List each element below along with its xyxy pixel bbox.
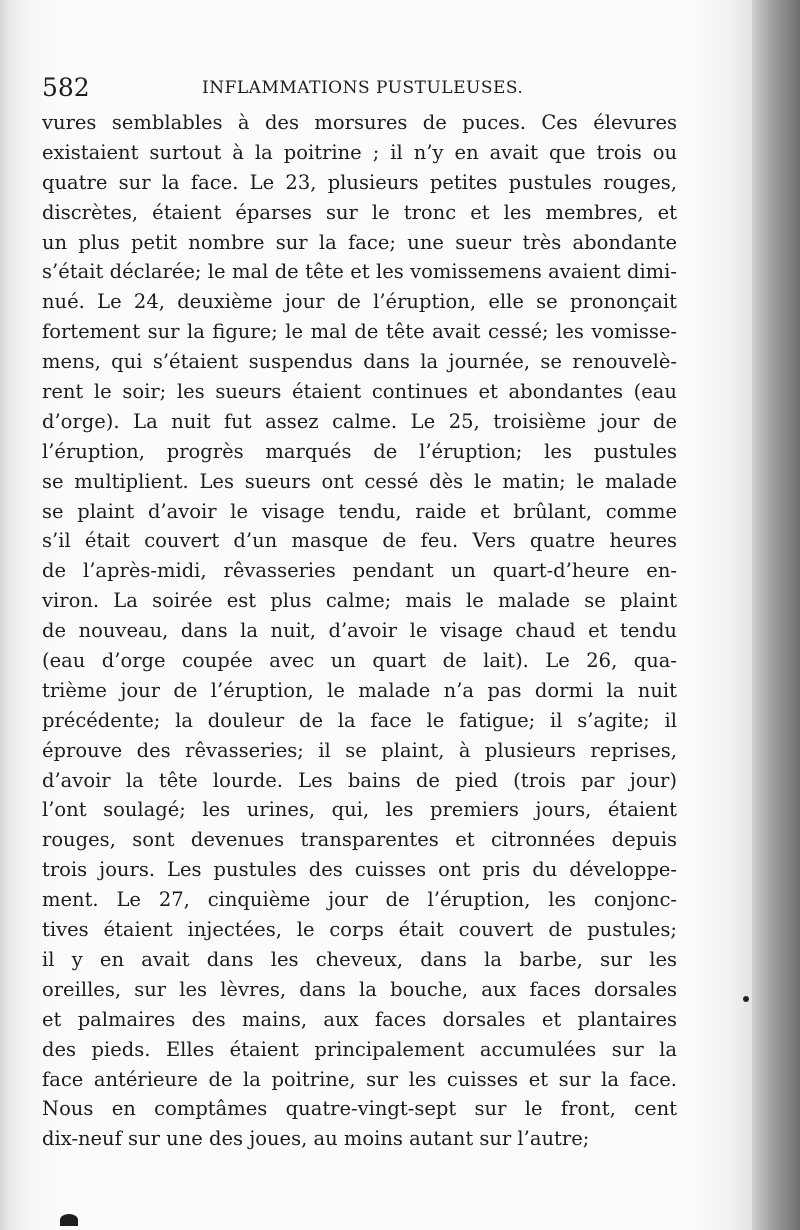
text-line: l’éruption, progrès marqués de l’éruption; les pustules [42, 439, 677, 463]
text-line: s’était déclarée; le mal de tête et les vomissemens avaient dimi- [42, 260, 677, 284]
text-line: viron. La soirée est plus calme; mais le malade se plaint [42, 589, 677, 613]
ink-blot-mark [60, 1214, 78, 1226]
body-text [42, 108, 677, 1154]
text-line: face antérieure de la poitrine, sur les cuisses et sur la face. [42, 1067, 677, 1091]
page-header [42, 70, 682, 106]
text-line: nué. Le 24, deuxième jour de l’éruption, elle se prononçait [42, 290, 677, 314]
text-line: se multiplient. Les sueurs ont cessé dès le matin; le malade [42, 469, 677, 493]
text-line: des pieds. Elles étaient principalement accumulées sur la [42, 1037, 677, 1061]
text-line: tives étaient injectées, le corps était couvert de pustules; [42, 918, 677, 942]
text-line: ment. Le 27, cinquième jour de l’éruption, les conjonc- [42, 888, 677, 912]
text-line: d’orge). La nuit fut assez calme. Le 25, troisième jour de [42, 409, 677, 433]
text-line: il y en avait dans les cheveux, dans la barbe, sur les [42, 947, 677, 971]
text-line: trois jours. Les pustules des cuisses ont pris du développe- [42, 858, 677, 882]
text-line: mens, qui s’étaient suspendus dans la journée, se renouvelè- [42, 350, 677, 374]
text-line: Nous en comptâmes quatre-vingt-sept sur le front, cent [42, 1097, 677, 1121]
text-line: éprouve des rêvasseries; il se plaint, à plusieurs reprises, [42, 738, 677, 762]
text-line: l’ont soulagé; les urines, qui, les premiers jours, étaient [42, 798, 677, 822]
text-line: (eau d’orge coupée avec un quart de lait). Le 26, qua- [42, 649, 677, 673]
text-line: s’il était couvert d’un masque de feu. Vers quatre heures [42, 529, 677, 553]
text-line: fortement sur la figure; le mal de tête avait cessé; les vomisse- [42, 320, 677, 344]
text-line: oreilles, sur les lèvres, dans la bouche, aux faces dorsales [42, 977, 677, 1001]
text-line: dix-neuf sur une des joues, au moins autant sur l’autre; [42, 1127, 590, 1151]
text-line: quatre sur la face. Le 23, plusieurs petites pustules rouges, [42, 170, 677, 194]
text-line: un plus petit nombre sur la face; une sueur très abondante [42, 230, 677, 254]
text-line: trième jour de l’éruption, le malade n’a pas dormi la nuit [42, 678, 677, 702]
text-line: d’avoir la tête lourde. Les bains de pied (trois par jour) [42, 768, 677, 792]
text-line: de l’après-midi, rêvasseries pendant un quart-d’heure en- [42, 559, 677, 583]
text-line: de nouveau, dans la nuit, d’avoir le visage chaud et tendu [42, 619, 677, 643]
page-edge-shadow [752, 0, 800, 1230]
text-line: vures semblables à des morsures de puces. Ces élevures [42, 111, 677, 134]
text-line: rent le soir; les sueurs étaient continues et abondantes (eau [42, 380, 677, 404]
text-line: se plaint d’avoir le visage tendu, raide et brûlant, comme [42, 499, 677, 523]
running-title: INFLAMMATIONS PUSTULEUSES. [202, 78, 524, 98]
text-line: rouges, sont devenues transparentes et citronnées depuis [42, 828, 677, 852]
text-line: discrètes, étaient éparses sur le tronc et les membres, et [42, 200, 677, 224]
text-line: précédente; la douleur de la face le fatigue; il s’agite; il [42, 708, 677, 732]
text-line: et palmaires des mains, aux faces dorsales et plantaires [42, 1007, 677, 1031]
margin-dot-mark [743, 996, 749, 1002]
page-number: 582 [42, 73, 90, 102]
text-line: existaient surtout à la poitrine ; il n’y en avait que trois ou [42, 140, 677, 164]
